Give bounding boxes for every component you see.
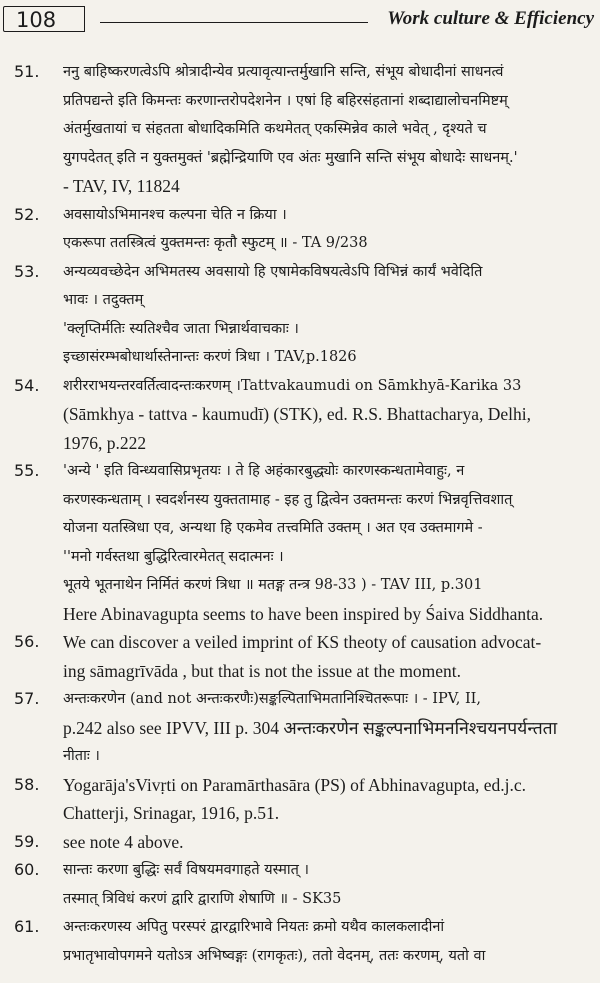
endnote-line: अन्यव्यवच्छेदेन अभिमतस्य अवसायो हि एषामेकविषयत्वेऽपि विभिन्नं कार्यं भवेदिति <box>63 263 483 280</box>
endnote <box>0 628 600 685</box>
endnote-number: 59. <box>14 831 40 851</box>
endnote <box>0 201 600 258</box>
page-header <box>0 0 600 40</box>
endnote-line: 1976, p.222 <box>63 432 147 453</box>
endnote-line: अवसायोऽभिमानश्च कल्पना चेति न क्रिया । <box>63 206 287 223</box>
endnote-line: see note 4 above. <box>63 831 184 852</box>
endnote-line: प्रभातृभावोपगमने यतोऽत्र अभिष्वङ्गः (रागकृतः), ततो वेदनम्, ततः करणम्, यतो वा <box>63 947 486 964</box>
running-title: Work culture & Efficiency <box>387 8 594 29</box>
endnote-line: शरीरराभयन्तरवर्तित्वादन्तःकरणम् ।Tattvakaumudi on Sāmkhyā-Karika 33 <box>63 377 522 394</box>
endnote-number: 58. <box>14 774 40 794</box>
endnote-number: 56. <box>14 632 40 651</box>
endnotes-list <box>0 58 600 970</box>
endnote <box>0 258 600 372</box>
endnote-line: अंतर्मुखतायां च संहतता बोधादिकमिति कथमेतत् एकस्मिन्नेव काले भवेत् , दृश्यते च <box>63 121 487 137</box>
endnote-line: अन्तःकरणेन (and not अन्तःकरणैः)सङ्कल्पिताभिमतानिश्चितरूपाः । - IPV, II, <box>63 691 482 707</box>
endnote-line: p.242 also see IPVV, III p. 304 अन्तःकरणेन सङ्कल्पनाभिमननिश्चयनपर्यन्तता <box>63 717 558 738</box>
endnote-line: (Sāmkhya - tattva - kaumudī) (STK), ed. R.S. Bhattacharya, Delhi, <box>63 404 532 424</box>
endnote-line: नीताः । <box>63 748 100 764</box>
endnote-line: इच्छासंरम्भबोधार्थास्तेनान्तः करणं त्रिधा । TAV,p.1826 <box>63 349 357 365</box>
endnote-line: तस्मात् त्रिविधं करणं द्वारि द्वाराणि शेषाणि ॥ - SK35 <box>63 890 342 907</box>
endnote-line: ''मनो गर्वस्तथा बुद्धिरित्वारमेतत् सदात्मनः । <box>63 548 284 565</box>
endnote-line: एकरूपा ततस्त्रित्वं युक्तमन्तः कृतौ स्फुटम् ॥ - TA 9/238 <box>63 235 368 251</box>
endnote-line: We can discover a veiled imprint of KS theoty of causation advocat- <box>63 632 542 652</box>
endnote-line: अन्तःकरणस्य अपितु परस्परं द्वारद्वारिभावे नियतः क्रमो यथैव कालकलादीनां <box>63 919 445 935</box>
endnote-number: 53. <box>14 261 40 281</box>
endnote-line: Yogarāja'sVivṛti on Paramārthasāra (PS) of Abhinavagupta, ed.j.c. <box>63 774 526 795</box>
endnote-line: 'क्लृप्तिर्मतिः स्यतिश्चैव जाता भिन्नार्थवाचकाः । <box>63 320 299 337</box>
endnote-line: भावः । तदुक्तम् <box>63 292 144 308</box>
endnote-line: करणस्कन्धताम् । स्वदर्शनस्य युक्ततामाह - इह तु द्वित्वेन उक्तमन्तः करणं भिन्नवृत्तिवशात् <box>63 491 513 508</box>
endnote-line: Here Abinavagupta seems to have been inspired by Śaiva Siddhanta. <box>63 603 544 624</box>
endnote-number: 55. <box>14 461 40 480</box>
endnote <box>0 771 600 828</box>
endnote-number: 54. <box>14 375 40 395</box>
page-number: 108 <box>3 6 85 32</box>
endnote-number: 52. <box>14 204 40 224</box>
endnote-line: 'अन्ये ' इति विन्ध्यवासिप्रभृतयः । ते हि अहंकारबुद्ध्योः कारणस्कन्धतामेवाहुः, न <box>63 463 465 479</box>
endnote-number: 57. <box>14 689 40 708</box>
endnote-line: ing sāmagrīvāda , but that is not the issue at the moment. <box>63 660 462 681</box>
endnote <box>0 856 600 913</box>
endnote <box>0 372 600 458</box>
endnote <box>0 828 600 857</box>
endnote-number: 61. <box>14 917 40 936</box>
endnote-line: Chatterji, Srinagar, 1916, p.51. <box>63 803 280 823</box>
endnote-line: युगपदेतत् इति न युक्तमुक्तं 'ब्रह्मेन्द्रियाणि एव अंतः मुखानि सन्ति संभूय बोधादेः साधनम्.' <box>63 149 518 166</box>
endnote-line: ननु बाहिष्करणत्वेऽपि श्रोत्रादीन्येव प्रत्यावृत्यान्तर्मुखानि सन्ति, संभूय बोधादीनां साधनत्वं <box>63 64 504 80</box>
endnote-line: भूतये भूतनाथेन निर्मितं करणं त्रिधा ॥ मतङ्ग तन्त्र 98-33 ) - TAV III, p.301 <box>63 577 483 593</box>
endnote-line: प्रतिपद्यन्ते इति किमन्तः करणान्तरोपदेशनेन । एषां हि बहिरसंहतानां शब्दाद्यालोचनमिष्टम् <box>63 92 508 109</box>
endnote-number: 60. <box>14 860 40 879</box>
endnote <box>0 913 600 970</box>
endnote <box>0 685 600 771</box>
endnote-line: योजना यतस्त्रिधा एव, अन्यथा हि एकमेव तत्त्वमिति उक्तम् । अत एव उक्तमागमे - <box>63 520 483 536</box>
header-rule <box>100 22 368 23</box>
endnote-number: 51. <box>14 62 40 81</box>
endnote-line: सान्तः करणा बुद्धिः सर्वं विषयमवगाहते यस्मात् । <box>63 862 310 878</box>
endnote-line: - TAV, IV, 11824 <box>63 176 180 196</box>
endnote <box>0 457 600 628</box>
endnote <box>0 58 600 201</box>
